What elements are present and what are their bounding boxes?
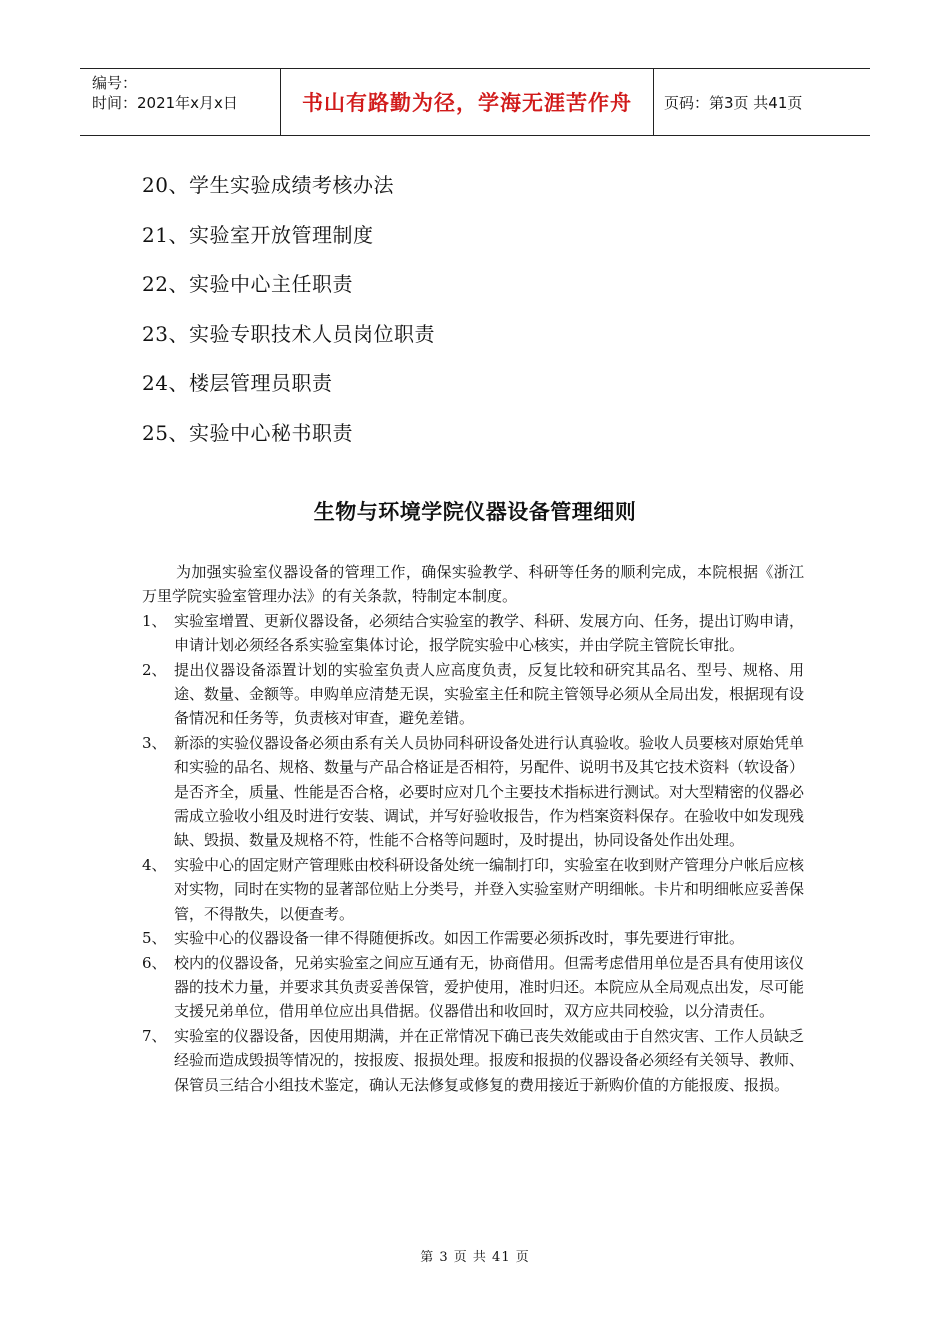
toc-item: 22、实验中心主任职责 [142,272,353,297]
toc-list [142,170,435,468]
toc-item: 23、实验专职技术人员岗位职责 [142,321,435,346]
header-meta [80,69,280,135]
toc-item: 25、实验中心秘书职责 [142,420,353,445]
clause-number: 7、 [142,1026,167,1045]
clause-text: 实验室的仪器设备，因使用期满，并在正常情况下确已丧失效能或由于自然灾害、工作人员缺乏经验而造成毁损等情况的，按报废、报损处理。报废和报损的仪器设备必须经有关领导、教师、保管员三结合小组技术鉴定，确认无法修复或修复的费用接近于新购价值的方能报废、报损。 [174,1026,805,1094]
clause-text: 校内的仪器设备，兄弟实验室之间应互通有无，协商借用。但需考虑借用单位是否具有使用该仪器的技术力量，并要求其负责妥善保管，爱护使用，准时归还。本院应从全局观点出发，尽可能支援兄弟单位，借用单位应出具借据。仪器借出和收回时，双方应共同校验，以分清责任。 [174,953,805,1021]
clause-number: 5、 [142,929,167,948]
clause-text: 实验中心的固定财产管理账由校科研设备处统一编制打印，实验室在收到财产管理分户帐后应核对实物，同时在实物的显著部位贴上分类号，并登入实验室财产明细帐。卡片和明细帐应妥善保管，不得散失，以便查考。 [174,855,805,923]
clause-number: 2、 [142,660,167,679]
clause-item [142,951,804,1024]
clause-item [142,658,804,731]
document-title: 生物与环境学院仪器设备管理细则 [313,500,637,524]
toc-item: 21、实验室开放管理制度 [142,222,374,247]
clause-text: 新添的实验仪器设备必须由系有关人员协同科研设备处进行认真验收。验收人员要核对原始凭单和实验的品名、规格、数量与产品合格证是否相符，另配件、说明书及其它技术资料（软设备）是否齐全，质量、性能是否合格，必要时应对几个主要技术指标进行测试。对大型精密的仪器必需成立验收小组及时进行安装、调试，并写好验收报告，作为档案资料保存。在验收中如发现残缺、毁损、数量及规格不符，性能不合格等问题时，及时提出，协同设备处作出处理。 [174,733,805,850]
clause-text: 提出仪器设备添置计划的实验室负责人应高度负责，反复比较和研究其品名、型号、规格、用途、数量、金额等。申购单应清楚无误，实验室主任和院主管领导必须从全局出发，根据现有设备情况和任务等，负责核对审查，避免差错。 [174,660,805,728]
clause-item [142,731,804,853]
header-motto-cell [280,69,654,135]
clause-item [142,853,804,926]
intro-paragraph: 为加强实验室仪器设备的管理工作，确保实验教学、科研等任务的顺利完成，本院根据《浙江万里学院实验室管理办法》的有关条款，特制定本制度。 [142,563,804,606]
toc-item: 24、楼层管理员职责 [142,371,333,396]
document-body [142,560,804,1097]
doc-number-label: 编号： [92,74,138,92]
page-header [80,68,870,136]
clause-number: 4、 [142,855,167,874]
doc-time-label: 时间：2021年x月x日 [92,94,238,112]
clause-item [142,609,804,658]
toc-item: 20、学生实验成绩考核办法 [142,173,394,197]
page-footer: 第 3 页 共 41 页 [420,1250,530,1265]
clause-item [142,926,804,950]
clause-item [142,1024,804,1097]
header-motto: 书山有路勤为径，学海无涯苦作舟 [302,91,632,115]
clause-number: 6、 [142,953,167,972]
clause-number: 1、 [142,611,167,630]
clause-text: 实验室增置、更新仪器设备，必须结合实验室的教学、科研、发展方向、任务，提出订购申请，申请计划必须经各系实验室集体讨论，报学院实验中心核实，并由学院主管院长审批。 [174,611,805,655]
clause-number: 3、 [142,733,167,752]
clause-text: 实验中心的仪器设备一律不得随便拆改。如因工作需要必须拆改时，事先要进行审批。 [174,929,745,948]
header-page-info: 页码：第3页 共41页 [664,93,803,112]
